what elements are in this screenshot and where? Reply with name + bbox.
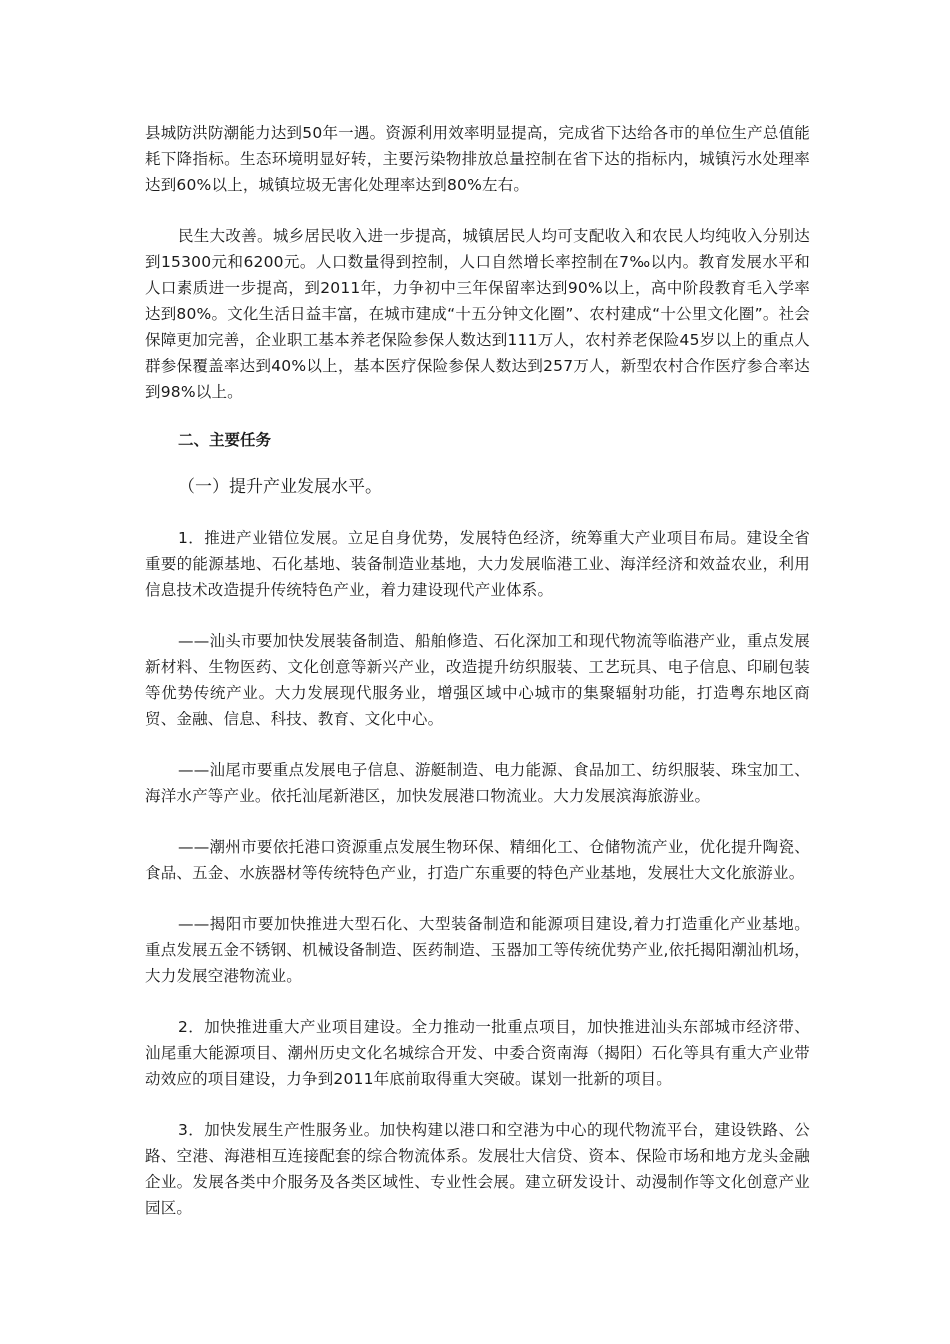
city-jieyang: ——揭阳市要加快推进大型石化、大型装备制造和能源项目建设,着力打造重化产业基地。重点发展五金不锈钢、机械设备制造、医药制造、玉器加工等传统优势产业,依托揭阳潮汕机场，大力发展空港物流业。: [145, 915, 810, 985]
item-3-producer-services: 3．加快发展生产性服务业。加快构建以港口和空港为中心的现代物流平台，建设铁路、公路、空港、海港相互连接配套的综合物流体系。发展壮大信贷、资本、保险市场和地方龙头金融企业。发展各类中介服务及各类区域性、专业性会展。建立研发设计、动漫制作等文化创意产业园区。: [145, 1121, 810, 1217]
paragraph-flood-control: 县城防洪防潮能力达到50年一遇。资源利用效率明显提高，完成省下达给各市的单位生产总值能耗下降指标。生态环境明显好转，主要污染物排放总量控制在省下达的指标内，城镇污水处理率达到60%以上，城镇垃圾无害化处理率达到80%左右。: [145, 124, 810, 194]
city-chaozhou: ——潮州市要依托港口资源重点发展生物环保、精细化工、仓储物流产业，优化提升陶瓷、食品、五金、水族器材等传统特色产业，打造广东重要的特色产业基地，发展壮大文化旅游业。: [145, 838, 810, 882]
city-shantou: ——汕头市要加快发展装备制造、船舶修造、石化深加工和现代物流等临港产业，重点发展新材料、生物医药、文化创意等新兴产业，改造提升纺织服装、工艺玩具、电子信息、印刷包装等优势传统产业。大力发展现代服务业，增强区域中心城市的集聚辐射功能，打造粤东地区商贸、金融、信息、科技、教育、文化中心。: [145, 632, 810, 728]
paragraph-livelihood: 民生大改善。城乡居民收入进一步提高，城镇居民人均可支配收入和农民人均纯收入分别达到15300元和6200元。人口数量得到控制，人口自然增长率控制在7‰以内。教育发展水平和人口素质进一步提高，到2011年，力争初中三年保留率达到90%以上，高中阶段教育毛入学率达到80%。文化生活日益丰富，在城市建成“十五分钟文化圈”、农村建成“十公里文化圈”。社会保障更加完善，企业职工基本养老保险参保人数达到111万人，农村养老保险45岁以上的重点人群参保覆盖率达到40%以上，基本医疗保险参保人数达到257万人，新型农村合作医疗参合率达到98%以上。: [145, 227, 810, 401]
subsection-heading-industry: （一）提升产业发展水平。: [178, 477, 382, 497]
section-heading-main-tasks: 二、主要任务: [178, 431, 272, 449]
city-shanwei: ——汕尾市要重点发展电子信息、游艇制造、电力能源、食品加工、纺织服装、珠宝加工、海洋水产等产业。依托汕尾新港区，加快发展港口物流业。大力发展滨海旅游业。: [145, 761, 810, 805]
item-2-major-projects: 2．加快推进重大产业项目建设。全力推动一批重点项目，加快推进汕头东部城市经济带、汕尾重大能源项目、潮州历史文化名城综合开发、中委合资南海（揭阳）石化等具有重大产业带动效应的项目建设，力争到2011年底前取得重大突破。谋划一批新的项目。: [145, 1018, 810, 1088]
item-1-industry-development: 1．推进产业错位发展。立足自身优势，发展特色经济，统筹重大产业项目布局。建设全省重要的能源基地、石化基地、装备制造业基地，大力发展临港工业、海洋经济和效益农业，利用信息技术改造提升传统特色产业，着力建设现代产业体系。: [145, 529, 810, 599]
document-page: [145, 120, 810, 1221]
